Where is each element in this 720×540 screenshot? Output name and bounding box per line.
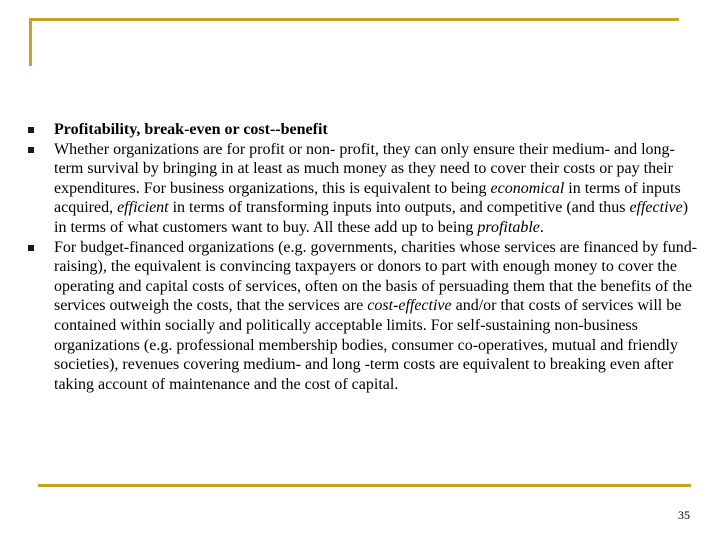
bullet-text-segment: in terms of inputs acquired, bbox=[54, 179, 681, 217]
bullet-text-segment: Whether organizations are for profit or non- profit, they can only ensure their medium- and long-term survival by bringing in at least as much money as they need to cover their costs or pay their expenditures. For business organizations, this is equivalent to being bbox=[54, 140, 675, 197]
bullet-item bbox=[22, 140, 700, 238]
bullet-text-segment: . bbox=[539, 218, 544, 236]
slide-content bbox=[22, 120, 700, 394]
bullet-item bbox=[22, 238, 700, 395]
bullet-heading: Profitability, break-even or cost--benefit bbox=[54, 121, 328, 138]
frame-left-rule bbox=[29, 18, 32, 66]
frame-top-rule bbox=[29, 18, 679, 21]
bullet-text-italic: efficient bbox=[117, 199, 169, 217]
bullet-item bbox=[22, 120, 700, 140]
bullet-text-segment: For budget-financed organizations (e.g. governments, charities whose services are financed by fund-raising), the equivalent is convincing taxpayers or donors to part with enough money to cover the operating and capital costs of services, often on the basis of persuading them that the benefits of the services outweigh the costs, that the services are bbox=[54, 238, 698, 315]
bullet-text-segment: in terms of transforming inputs into outputs, and competitive (and thus bbox=[168, 199, 630, 217]
bullet-text-italic: cost-effective bbox=[367, 297, 452, 315]
bullet-text-italic: profitable bbox=[477, 218, 540, 236]
square-bullet-icon bbox=[28, 147, 34, 153]
square-bullet-icon bbox=[28, 127, 34, 133]
square-bullet-icon bbox=[28, 245, 34, 251]
bullet-text-segment: and/or that costs of services will be contained within socially and politically acceptable limits. For self-sustaining non-business organizations (e.g. professional membership bodies, consumer co-operatives, mutual and friendly societies), revenues covering medium- and long -term costs are equivalent to breaking even after taking account of maintenance and the cost of capital. bbox=[54, 297, 682, 393]
bullet-text-segment: ) in terms of what customers want to buy. All these add up to being bbox=[54, 199, 689, 236]
bullet-text-italic: economical bbox=[490, 179, 565, 197]
bullet-text-italic: effective bbox=[629, 199, 683, 217]
frame-bottom-rule bbox=[38, 484, 691, 487]
page-number: 35 bbox=[678, 508, 690, 522]
